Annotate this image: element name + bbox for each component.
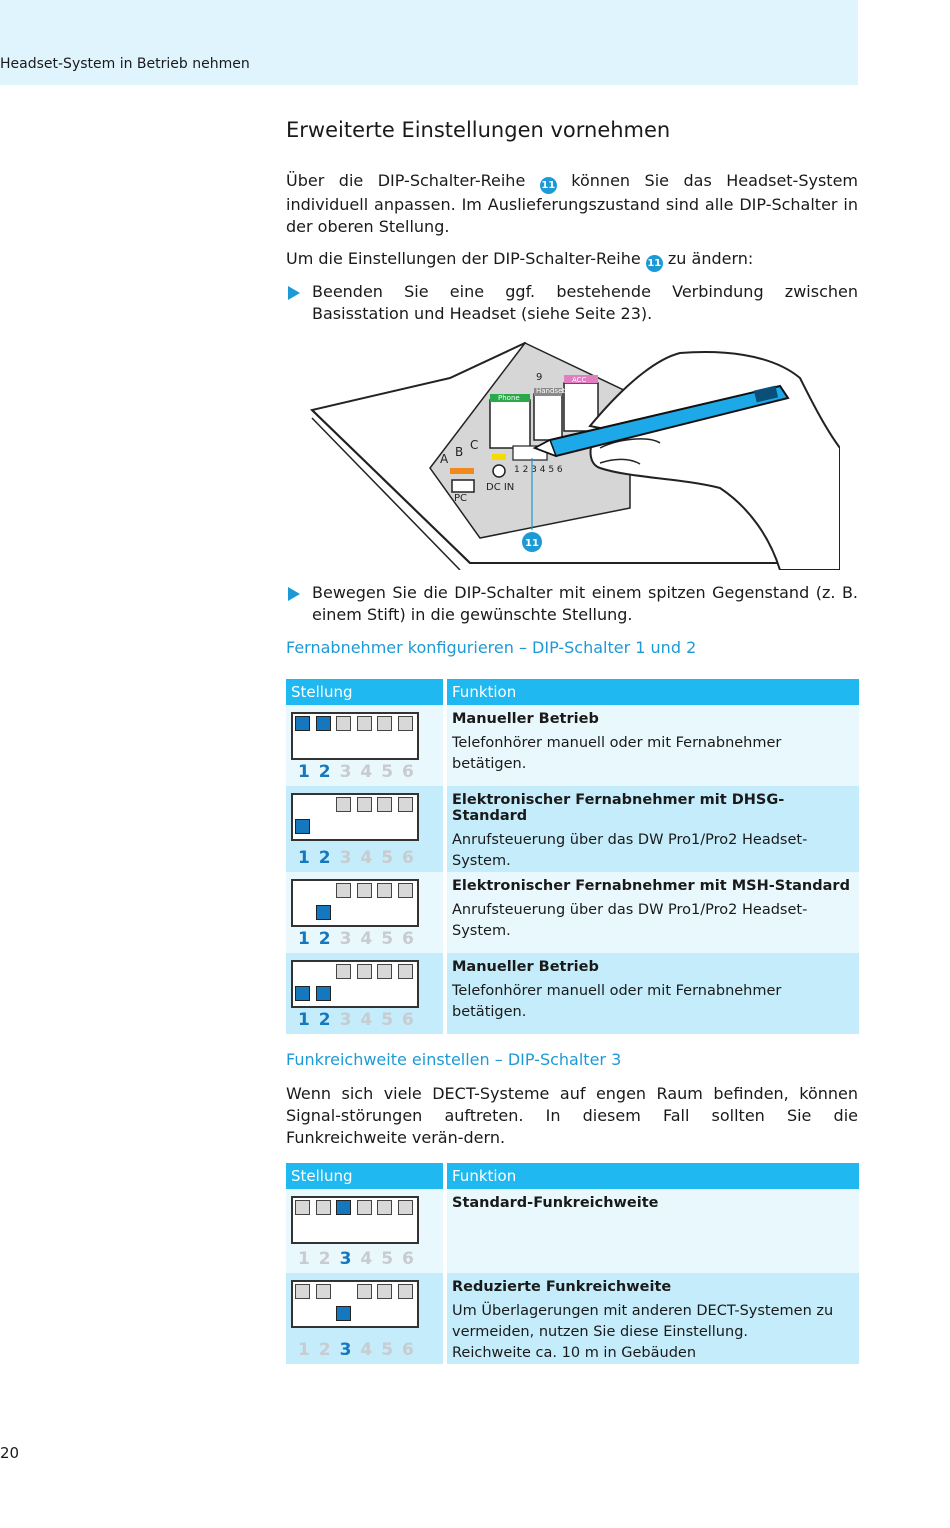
function-cell [445,1273,859,1364]
callout-marker-label: 11 [525,538,539,549]
function-cell [445,705,859,786]
function-cell [445,786,859,872]
dip-switch-1 [295,1284,310,1299]
table-row [286,872,859,953]
running-header: Headset-System in Betrieb nehmen [0,56,250,72]
table-row [286,1189,859,1273]
switch-number: 6 [401,1340,414,1360]
dip-switch-4 [357,1200,372,1215]
step-text: Beenden Sie eine ggf. bestehende Verbindung zwischen Basisstation und Headset (siehe Seite 23). [312,282,858,323]
col-header-stellung: Stellung [286,1163,445,1189]
phone-socket [490,400,530,448]
dip-switch-diagram [291,879,419,927]
switch-number: 6 [401,929,414,949]
switch-position-cell [286,872,445,953]
dip-switch-diagram [291,1196,419,1244]
switch-number: 3 [339,848,352,868]
marker-11-icon: 11 [540,177,557,194]
switch-number: 5 [381,1249,394,1269]
switch-position-cell [286,1189,445,1273]
intro-text: zu ändern: [667,249,754,268]
function-cell [445,872,859,953]
switch-number: 3 [339,929,352,949]
b-label: B [455,445,464,459]
dip-switch-4 [357,1284,372,1299]
switch-number: 4 [360,929,373,949]
page-number: 20 [0,1444,20,1462]
switch-number: 1 [298,762,310,782]
switch-number: 4 [360,848,373,868]
switch-number: 1 [298,929,310,949]
function-title: Elektronischer Fernabnehmer mit MSH-Standard [452,878,850,894]
dip-switch-2 [316,1200,331,1215]
function-title: Manueller Betrieb [452,959,599,975]
step-2 [286,582,858,626]
switch-numbers [298,848,423,868]
function-description: Telefonhörer manuell oder mit Fernabnehmer betätigen. [452,983,782,1020]
table2-heading: Funkreichweite einstellen – DIP-Schalter 3 [286,1050,622,1069]
dip-switch-6 [398,1284,413,1299]
dip-switch-4 [357,964,372,979]
switch-numbers [298,1340,423,1360]
switch-number: 3 [339,1340,352,1360]
table-row [286,786,859,872]
dip-switch-1 [295,716,310,731]
dip-switch-5 [377,1284,392,1299]
dip-switch-6 [398,964,413,979]
intro-text: Um die Einstellungen der DIP-Schalter-Reihe [286,249,641,268]
function-cell [445,1189,859,1273]
number-9-label: 9 [536,372,543,383]
dip-switch-5 [377,1200,392,1215]
switch-number: 3 [339,1010,352,1030]
header-band [0,0,858,85]
switch-number: 4 [360,1340,373,1360]
switch-number: 2 [318,762,331,782]
dip-numbers-label: 1 2 3 4 5 6 [514,465,563,475]
function-description: Anrufsteuerung über das DW Pro1/Pro2 Headset-System. [452,832,808,869]
dip-switch-5 [377,883,392,898]
dip-switch-6 [398,716,413,731]
switch-number: 2 [318,848,331,868]
pc-color-bar [450,468,474,474]
switch-number: 2 [318,1340,331,1360]
dip-table-range [286,1163,859,1364]
dip-switch-diagram [291,793,419,841]
col-header-funktion: Funktion [445,1163,859,1189]
dip-switch-diagram [291,712,419,760]
dip-switch-2 [316,986,331,1001]
dip-switch-4 [357,716,372,731]
dip-switch-3 [336,716,351,731]
intro-text: können Sie das Headset-System individuell anpassen. Im Auslieferungszustand sind alle DIP-Schalter in der oberen Stellung. [286,171,858,236]
table2-intro: Wenn sich viele DECT-Systeme auf engen Raum befinden, können Signal-störungen auftreten. In diesem Fall sollten Sie die Funkreichweite verän-dern. [286,1084,858,1147]
switch-numbers [298,929,423,949]
dip-switch-3 [336,964,351,979]
dip-switch-diagram [291,960,419,1008]
step-1 [286,281,858,325]
phone-label: Phone [498,394,520,402]
arrow-bullet-icon [288,587,300,601]
switch-number: 5 [381,762,394,782]
switch-position-cell [286,953,445,1034]
table-row [286,705,859,786]
dcin-color-bar [492,454,506,460]
switch-number: 5 [381,1010,394,1030]
switch-number: 3 [339,762,352,782]
function-description: Reichweite ca. 10 m in Gebäuden [452,1345,697,1361]
switch-number: 1 [298,1010,310,1030]
dip-switch-2 [316,716,331,731]
table-row [286,1273,859,1364]
dip-switch-diagram [291,1280,419,1328]
intro-text: Über die DIP-Schalter-Reihe [286,171,526,190]
table-row [286,953,859,1034]
c-label: C [470,438,479,452]
dip-switch-5 [377,797,392,812]
dip-switch-4 [357,883,372,898]
switch-number: 2 [318,929,331,949]
switch-number: 4 [360,762,373,782]
pc-port [452,480,474,492]
dip-switch-1 [295,819,310,834]
switch-numbers [298,1010,423,1030]
function-description: Anrufsteuerung über das DW Pro1/Pro2 Headset-System. [452,902,808,939]
dip-table-remote [286,679,859,1034]
dip-switch-4 [357,797,372,812]
dip-switch-5 [377,716,392,731]
dcin-label: DC IN [486,482,515,493]
dip-switch-3 [336,1200,351,1215]
dip-switch-6 [398,797,413,812]
function-description: Um Überlagerungen mit anderen DECT-Systemen zu vermeiden, nutzen Sie diese Einstellung. [452,1303,834,1340]
function-cell [445,953,859,1034]
a-label: A [440,452,449,466]
function-description: Telefonhörer manuell oder mit Fernabnehmer betätigen. [452,735,782,772]
switch-number: 5 [381,929,394,949]
switch-number: 1 [298,1340,310,1360]
section-title: Erweiterte Einstellungen vornehmen [286,118,671,142]
table1-heading: Fernabnehmer konfigurieren – DIP-Schalter 1 und 2 [286,638,697,657]
switch-number: 4 [360,1249,373,1269]
dcin-port [493,465,505,477]
dip-switch-6 [398,1200,413,1215]
dip-switch-3 [336,797,351,812]
function-title: Elektronischer Fernabnehmer mit DHSG-Standard [452,792,785,824]
intro-paragraph-1 [286,170,858,238]
col-header-funktion: Funktion [445,679,859,705]
dip-switch-1 [295,1200,310,1215]
switch-number: 6 [401,848,414,868]
switch-number: 6 [401,1249,414,1269]
col-header-stellung: Stellung [286,679,445,705]
switch-number: 1 [298,1249,310,1269]
handset-socket [534,394,562,440]
switch-number: 5 [381,1340,394,1360]
dip-switch-illustration [300,338,840,570]
dip-switch-1 [295,986,310,1001]
function-title: Reduzierte Funkreichweite [452,1279,672,1295]
dip-switch-3 [336,1306,351,1321]
arrow-bullet-icon [288,286,300,300]
dip-switch-5 [377,964,392,979]
switch-number: 1 [298,848,310,868]
switch-numbers [298,1249,423,1269]
pc-label: PC [454,493,468,504]
switch-number: 2 [318,1249,331,1269]
switch-number: 2 [318,1010,331,1030]
switch-number: 6 [401,1010,414,1030]
function-title: Standard-Funkreichweite [452,1195,659,1211]
dip-switch-2 [316,1284,331,1299]
function-title: Manueller Betrieb [452,711,599,727]
switch-numbers [298,762,423,782]
acc-label: ACC [572,376,587,384]
switch-position-cell [286,786,445,872]
switch-position-cell [286,705,445,786]
dip-switch-2 [316,905,331,920]
switch-number: 5 [381,848,394,868]
step-text: Bewegen Sie die DIP-Schalter mit einem spitzen Gegenstand (z. B. einem Stift) in die gewünschte Stellung. [312,583,858,624]
marker-11-icon: 11 [646,255,663,272]
switch-number: 6 [401,762,414,782]
switch-number: 4 [360,1010,373,1030]
switch-number: 3 [339,1249,352,1269]
dip-switch-6 [398,883,413,898]
handset-label: Handset [536,387,566,395]
dip-switch-3 [336,883,351,898]
intro-paragraph-2 [286,248,858,272]
switch-position-cell [286,1273,445,1364]
